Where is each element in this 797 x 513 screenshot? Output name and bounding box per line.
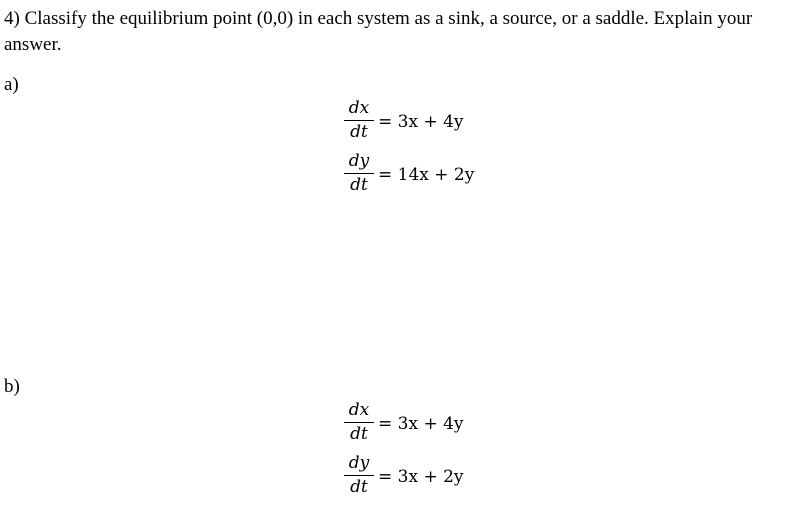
fraction-numerator: dx — [348, 98, 370, 118]
fraction-denominator: dt — [350, 122, 368, 142]
fraction-numerator: dy — [348, 151, 370, 171]
derivative-fraction — [342, 150, 376, 197]
part-b-label: b) — [4, 376, 20, 397]
derivative-fraction — [342, 97, 376, 144]
equation-rhs: = 3x + 4y — [378, 414, 464, 434]
fraction-numerator: dx — [348, 400, 370, 420]
part-a-label: a) — [4, 74, 19, 95]
equation-rhs: = 3x + 2y — [378, 467, 464, 487]
fraction-numerator: dy — [348, 453, 370, 473]
equation-rhs: = 3x + 4y — [378, 112, 464, 132]
question-text: 4) Classify the equilibrium point (0,0) in each system as a sink, a source, or a saddle. Explain your answer. — [4, 8, 753, 55]
derivative-fraction — [342, 399, 376, 446]
fraction-denominator: dt — [350, 477, 368, 497]
derivative-fraction — [342, 452, 376, 499]
fraction-denominator: dt — [350, 424, 368, 444]
fraction-denominator: dt — [350, 175, 368, 195]
equation-rhs: = 14x + 2y — [378, 165, 475, 185]
